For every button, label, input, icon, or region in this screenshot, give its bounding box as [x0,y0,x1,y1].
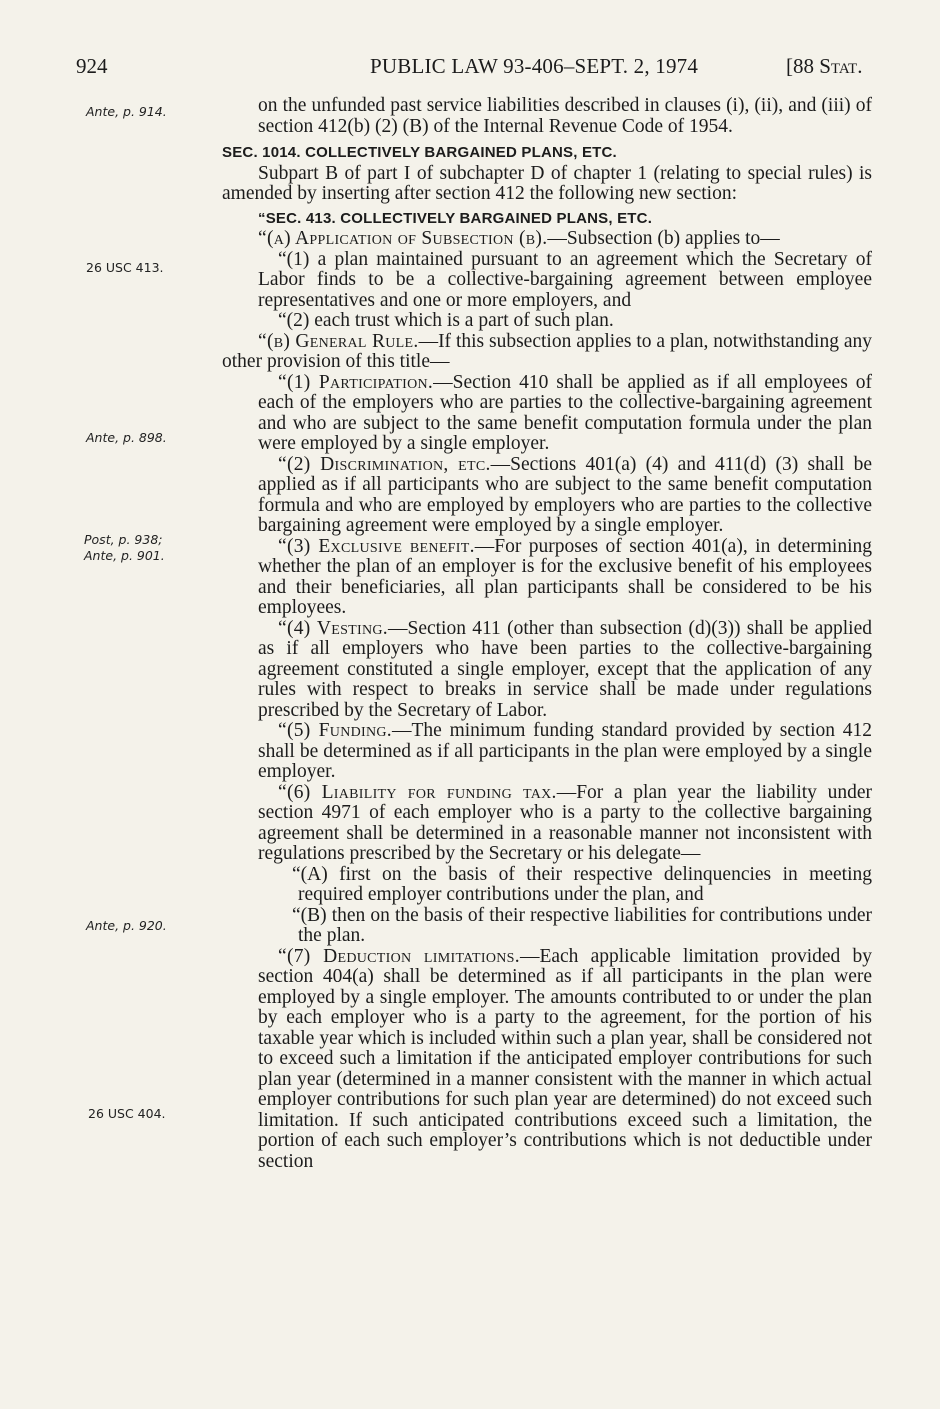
paragraph-b3 [222,537,872,619]
paragraph-b7-text: —Each applicable limitation provided by section 404(a) shall be determined as if all participants in the plan were employed by a single employer. The amounts contributed to or under the plan by each employer who is a party to the agreement, for the portion of his taxable year which is included within such a plan year, shall be considered not to exceed such a limitation if the anticipated employer contributions for such plan year (determined in a manner consistent with the manner in which actual employer contributions for such plan year are determined) do not exceed such limitation. If such anticipated contributions exceed such a limitation, the portion of each such employer’s contributions which is not deductible under section [258,945,872,1172]
paragraph-b2-text: —Sections 401(a) (4) and 411(d) (3) shall be applied as if all participants who are subject to the same benefit computation formula and who are employed by employers who are parties to the collective bargaining agreement were employed by a single employer. [258,453,872,536]
paragraph-b4-text: —Section 411 (other than subsection (d)(3)) shall be applied as if all employers who have been parties to the collective-bargaining agreement constituted a single employer, except that the application of any rules with respect to breaks in service shall be made under regulations prescribed by the Secretary of Labor. [258,617,872,721]
paragraph-b1-text: —Section 410 shall be applied as if all employees of each of the employers who are parties to the collective-bargaining agreement and who are subject to the same benefit computation formula under the plan were employed by a single employer. [258,371,872,454]
margin-note: Ante, p. 914. [86,104,167,119]
paragraph-b4-label: “(4) Vesting. [278,617,388,639]
paragraph-b3-label: “(3) Exclusive benefit. [278,535,475,557]
margin-note: Post, p. 938; [84,532,163,547]
page-number: 924 [76,54,108,78]
running-title: PUBLIC LAW 93-406–SEPT. 2, 1974 [370,54,699,78]
margin-note: Ante, p. 920. [86,918,167,933]
opening-paragraph: on the unfunded past service liabilities described in clauses (i), (ii), and (iii) of section 412(b) (2) (B) of the Internal Revenue Code of 1954. [258,95,872,137]
paragraph-b5-text: —The minimum funding standard provided by section 412 shall be determined as if all participants in the plan were employed by a single employer. [258,720,872,782]
subsection-a-label: “(a) Application of Subsection (b). [258,228,548,249]
section-1014-text: Subpart B of part I of subchapter D of chapter 1 (relating to special rules) is amended by inserting after section 412 the following new section: [222,162,872,204]
paragraph-b6-text: —For a plan year the liability under section 4971 of each employer who is a party to the collective bargaining agreement shall be determined in a reasonable manner not inconsistent with regulations prescribed by the Secretary or his delegate— [258,781,872,864]
paragraph-b6 [222,783,872,865]
subsection-b-label: “(b) General Rule. [258,330,419,352]
statute-body [222,96,872,1172]
margin-note: 26 USC 404. [88,1106,166,1121]
paragraph-b2 [222,455,872,537]
section-1014-heading: SEC. 1014. COLLECTIVELY BARGAINED PLANS, ETC. [222,144,617,161]
paragraph-b3-text: —For purposes of section 401(a), in determining whether the plan of an employer is for the exclusive benefit of his employees and their beneficiaries, all plan participants shall be considered to be his employees. [258,535,872,618]
subsection-a [222,229,872,250]
statute-volume: [88 Stat. [786,54,863,78]
paragraph-a2: “(2) each trust which is a part of such plan. [278,310,614,331]
paragraph-b2-label: “(2) Discrimination, etc. [278,453,491,475]
clause-b6-B: “(B) then on the basis of their respective liabilities for contributions under the plan. [292,904,872,946]
subsection-b-text: —If this subsection applies to a plan, notwithstanding any other provision of this title— [222,330,872,372]
subsection-a-text: —Subsection (b) applies to— [547,228,780,249]
paragraph-b1 [222,373,872,455]
paragraph-b5 [222,721,872,783]
paragraph-b1-label: “(1) Participation. [278,371,434,393]
margin-note: Ante, p. 898. [86,430,167,445]
margin-notes [0,0,200,1409]
paragraph-b6-label: “(6) Liability for funding tax. [278,781,557,803]
margin-note: Ante, p. 901. [84,548,165,563]
margin-note: 26 USC 413. [86,260,164,275]
clause-b6-A: “(A) first on the basis of their respective delinquencies in meeting required employer contributions under the plan, and [292,863,872,905]
paragraph-b5-label: “(5) Funding. [278,720,392,741]
paragraph-b4 [222,619,872,722]
paragraph-b7-label: “(7) Deduction limitations. [278,945,520,967]
subsection-b [222,332,872,373]
section-413-heading: “SEC. 413. COLLECTIVELY BARGAINED PLANS, ETC. [258,209,653,227]
paragraph-a1: “(1) a plan maintained pursuant to an agreement which the Secretary of Labor finds to be a collective-bargaining agreement between employee representatives and one or more employers, and [258,248,872,311]
paragraph-b7 [222,947,872,1173]
